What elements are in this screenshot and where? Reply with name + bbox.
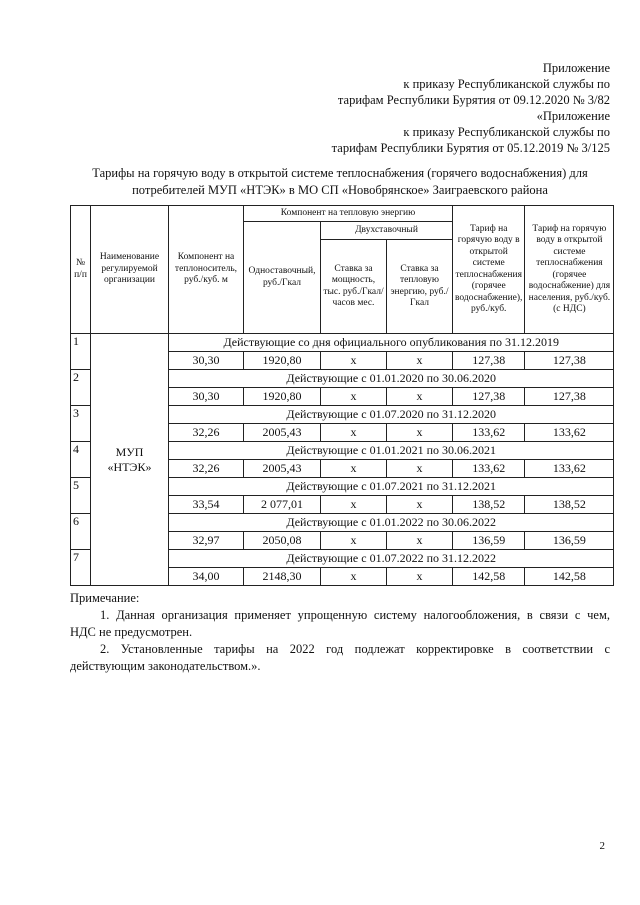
- header-single: Одноставочный, руб./Гкал: [244, 222, 321, 334]
- header-line: к приказу Республиканской службы по: [403, 125, 610, 139]
- page-number: 2: [599, 840, 605, 852]
- single-rate-value: 2005,43: [244, 460, 321, 478]
- title-line: Тарифы на горячую воду в открытой системе теплоснабжения (горячего водоснабжения) для: [92, 166, 588, 180]
- row-number: 7: [71, 550, 91, 586]
- tariff-value: 127,38: [453, 352, 525, 370]
- notes-title: Примечание:: [70, 591, 140, 605]
- tariff-population-value: 133,62: [525, 460, 614, 478]
- tariff-value: 142,58: [453, 568, 525, 586]
- title-line: потребителей МУП «НТЭК» в МО СП «Новобрянское» Заиграевского района: [132, 183, 548, 197]
- row-number: 3: [71, 406, 91, 442]
- period-label: Действующие с 01.07.2022 по 31.12.2022: [169, 550, 614, 568]
- tariff-population-value: 133,62: [525, 424, 614, 442]
- header-line: тарифам Республики Бурятия от 09.12.2020 № 3/82: [337, 93, 610, 107]
- carrier-value: 30,30: [169, 388, 244, 406]
- notes-section: [70, 590, 610, 675]
- capacity-value: х: [321, 568, 387, 586]
- single-rate-value: 2050,08: [244, 532, 321, 550]
- capacity-value: х: [321, 496, 387, 514]
- capacity-value: х: [321, 424, 387, 442]
- period-label: Действующие со дня официального опубликования по 31.12.2019: [169, 334, 614, 352]
- tariff-value: 133,62: [453, 424, 525, 442]
- row-number: 6: [71, 514, 91, 550]
- row-number: 1: [71, 334, 91, 370]
- carrier-value: 30,30: [169, 352, 244, 370]
- carrier-value: 32,26: [169, 424, 244, 442]
- tariff-population-value: 142,58: [525, 568, 614, 586]
- header-line: к приказу Республиканской службы по: [403, 77, 610, 91]
- tariff-population-value: 127,38: [525, 388, 614, 406]
- single-rate-value: 2005,43: [244, 424, 321, 442]
- header-energy-rate: Ставка за тепловую энергию, руб./Гкал: [387, 240, 453, 334]
- energy-rate-value: х: [387, 352, 453, 370]
- tariff-table: [70, 205, 614, 586]
- period-label: Действующие с 01.01.2021 по 30.06.2021: [169, 442, 614, 460]
- tariff-value: 127,38: [453, 388, 525, 406]
- period-label: Действующие с 01.07.2020 по 31.12.2020: [169, 406, 614, 424]
- period-label: Действующие с 01.07.2021 по 31.12.2021: [169, 478, 614, 496]
- header-num: № п/п: [71, 206, 91, 334]
- tariff-value: 138,52: [453, 496, 525, 514]
- capacity-value: х: [321, 388, 387, 406]
- carrier-value: 32,26: [169, 460, 244, 478]
- row-number: 4: [71, 442, 91, 478]
- energy-rate-value: х: [387, 496, 453, 514]
- single-rate-value: 2 077,01: [244, 496, 321, 514]
- note-2-line-1: 2. Установленные тарифы на 2022 год подлежат корректировке в соответствии с: [100, 642, 610, 656]
- row-number: 2: [71, 370, 91, 406]
- energy-rate-value: х: [387, 568, 453, 586]
- energy-rate-value: х: [387, 424, 453, 442]
- appendix-header: [270, 60, 610, 156]
- header-energy-group: Компонент на тепловую энергию: [244, 206, 453, 222]
- header-two-part: Двухставочный: [321, 222, 453, 240]
- tariff-population-value: 136,59: [525, 532, 614, 550]
- note-1-line-2: НДС не предусмотрен.: [70, 625, 193, 639]
- header-tariff: Тариф на горячую воду в открытой системе теплоснабжения (горячее водоснабжение), руб./куб.: [453, 206, 525, 334]
- energy-rate-value: х: [387, 388, 453, 406]
- header-line: Приложение: [542, 61, 610, 75]
- period-label: Действующие с 01.01.2022 по 30.06.2022: [169, 514, 614, 532]
- tariff-population-value: 127,38: [525, 352, 614, 370]
- carrier-value: 33,54: [169, 496, 244, 514]
- note-1-line-1: 1. Данная организация применяет упрощенную систему налогообложения, в связи с чем,: [100, 608, 610, 622]
- tariff-value: 136,59: [453, 532, 525, 550]
- carrier-value: 34,00: [169, 568, 244, 586]
- single-rate-value: 1920,80: [244, 388, 321, 406]
- row-number: 5: [71, 478, 91, 514]
- energy-rate-value: х: [387, 532, 453, 550]
- header-line: «Приложение: [536, 109, 610, 123]
- capacity-value: х: [321, 532, 387, 550]
- organization-name: МУП «НТЭК»: [91, 334, 169, 586]
- header-capacity: Ставка за мощность, тыс. руб./Гкал/ часов мес.: [321, 240, 387, 334]
- energy-rate-value: х: [387, 460, 453, 478]
- single-rate-value: 1920,80: [244, 352, 321, 370]
- document-title: [70, 165, 610, 199]
- header-line: тарифам Республики Бурятия от 05.12.2019 № 3/125: [331, 141, 610, 155]
- capacity-value: х: [321, 352, 387, 370]
- tariff-value: 133,62: [453, 460, 525, 478]
- carrier-value: 32,97: [169, 532, 244, 550]
- header-carrier: Компонент на теплоноситель, руб./куб. м: [169, 206, 244, 334]
- period-label: Действующие с 01.01.2020 по 30.06.2020: [169, 370, 614, 388]
- header-tariff-population: Тариф на горячую воду в открытой системе теплоснабжения (горячее водоснабжение) для населения, руб./куб. (с НДС): [525, 206, 614, 334]
- header-org: Наименование регулируемой организации: [91, 206, 169, 334]
- capacity-value: х: [321, 460, 387, 478]
- note-2-line-2: действующим законодательством.».: [70, 659, 261, 673]
- tariff-population-value: 138,52: [525, 496, 614, 514]
- single-rate-value: 2148,30: [244, 568, 321, 586]
